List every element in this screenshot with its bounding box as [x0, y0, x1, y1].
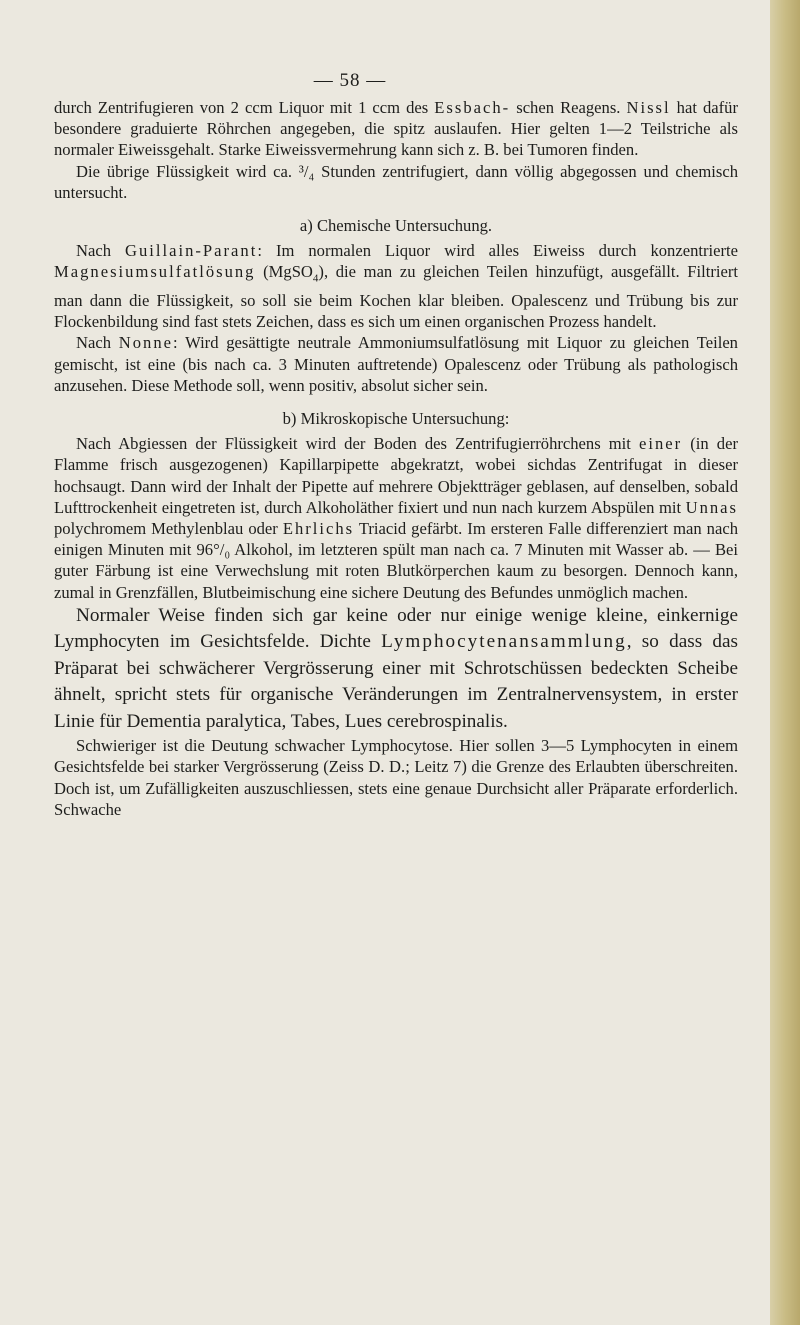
- paragraph-4: Nach Nonne: Wird gesättigte neutrale Ammoniumsulfatlösung mit Liquor zu gleichen Teilen gemischt, ist eine (bis nach ca. 3 Minuten auftretende) Opalescenz oder Trübung als pathologisch anzusehen. Diese Methode soll, wenn positiv, absolut sicher sein.: [54, 333, 738, 395]
- paragraph-6-emphasis: Normaler Weise finden sich gar keine oder nur einige wenige kleine, einkernige Lymphocyten im Gesichtsfelde. Dichte Lymphocytenansammlung, so dass das Präparat bei schwächerer Vergrösserung einer mit Schrotschüssen bedeckten Scheibe ähnelt, spricht stets für organische Veränderungen im Zentralnervensystem, in erster Linie für Dementia paralytica, Tabes, Lues cerebrospinalis.: [54, 604, 738, 732]
- body-text: [54, 97, 738, 820]
- name-guillain-parant: Guillain-Parant: [125, 241, 258, 261]
- name-nissl: Nissl: [626, 98, 671, 117]
- paragraph-2: Die übrige Flüssigkeit wird ca. ³/₄ Stunden zentrifugiert, dann völlig abgegossen und chemisch untersucht.: [54, 161, 738, 202]
- page-number: — 58 —: [313, 70, 387, 91]
- section-heading-a: a) Chemische Untersuchung.: [299, 216, 493, 236]
- name-nonne: Nonne: [118, 333, 174, 353]
- name-essbach: Essbach-: [434, 98, 511, 117]
- name-ehrlichs: Ehrlichs: [282, 518, 355, 538]
- paragraph-5: Nach Abgiessen der Flüssigkeit wird der Boden des Zentrifugierröhrchens mit einer (in der Flamme frisch ausgezogenen) Kapillarpipette abgekratzt, wobei sichdas Zentrifugat in dieser hochsaugt. Dann wird der Inhalt der Pipette auf mehrere Objektträger geblasen, auf denselben, sobald Lufttrockenheit eingetreten ist, durch Alkoholäther fixiert und nun nach kurzem Abspülen mit Unnas polychromem Methylenblau oder Ehrlichs Triacid gefärbt. Im ersteren Falle differenziert man nach einigen Minuten mit 96°/₀ Alkohol, im letzteren spült man nach ca. 7 Minuten mit Wasser ab. — Bei guter Färbung ist eine Verwechslung mit roten Blutkörperchen kaum zu besorgen. Dennoch kann, zumal in Grenzfällen, Blutbeimischung eine sichere Deutung des Befundes unmöglich machen.: [54, 434, 739, 602]
- page-edge: [770, 0, 800, 1325]
- name-unnas: Unnas: [685, 497, 738, 517]
- paragraph-1: durch Zentrifugieren von 2 ccm Liquor mit 1 ccm des Essbach- schen Reagens. Nissl hat dafür besondere graduierte Röhrchen angegeben, die spitz auslaufen. Hier gelten 1—2 Teilstriche als normaler Eiweissgehalt. Starke Eiweissvermehrung kann sich z. B. bei Tumoren finden.: [54, 98, 738, 160]
- section-heading-b: b) Mikroskopische Untersuchung:: [282, 408, 510, 428]
- paragraph-7: Schwieriger ist die Deutung schwacher Lymphocytose. Hier sollen 3—5 Lymphocyten in einem Gesichtsfelde bei starker Vergrösserung (Zeiss D. D.; Leitz 7) die Grenze des Erlaubten überschreiten. Doch ist, um Zufälligkeiten auszuschliessen, stets eine genaue Durchsicht aller Präparate erforderlich. Schwache: [54, 736, 738, 819]
- paragraph-3: Nach Guillain-Parant: Im normalen Liquor wird alles Eiweiss durch konzentrierte Magnesiumsulfatlösung (MgSO$_4$), die man zu gleichen Teilen hinzufügt, ausgefällt. Filtriert man dann die Flüssigkeit, so soll sie beim Kochen klar bleiben. Opalescenz und Trübung bis zur Flockenbildung sind fast stets Zeichen, dass es sich um einen organischen Prozess handelt.: [54, 241, 738, 332]
